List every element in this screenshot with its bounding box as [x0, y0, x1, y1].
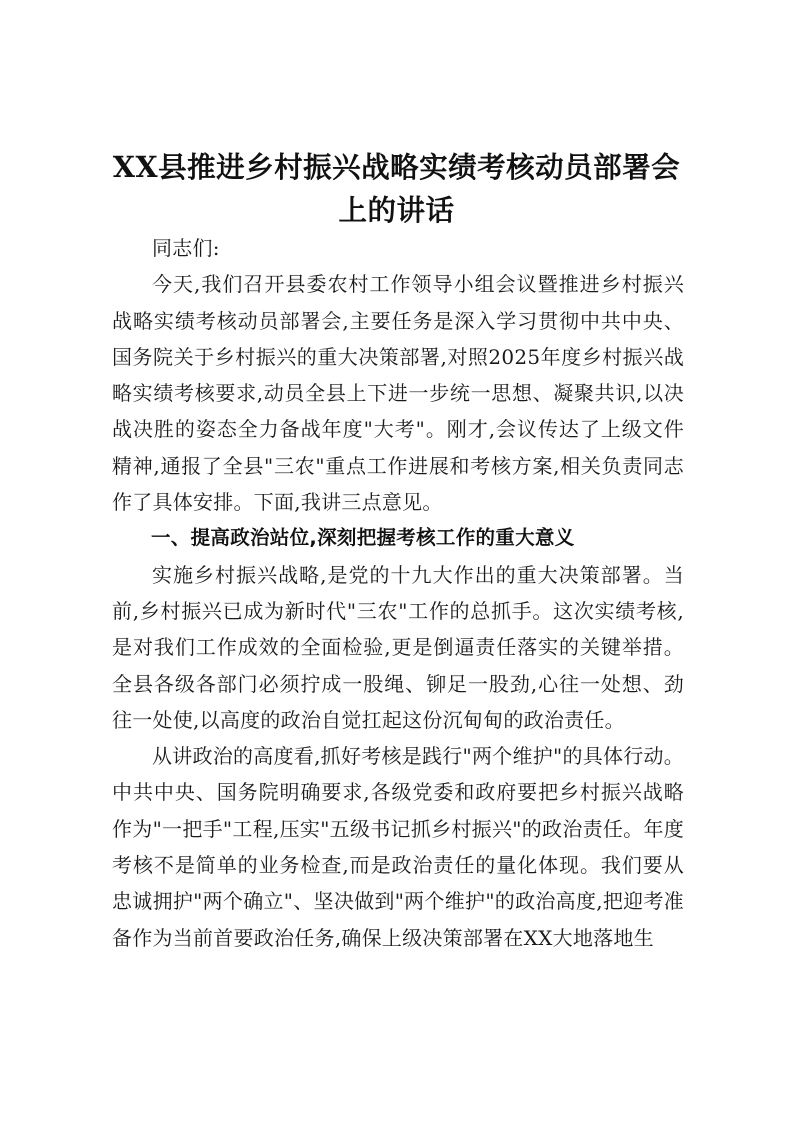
document-body: [112, 230, 684, 956]
section-heading-1: 一、提高政治站位,深刻把握考核工作的重大意义: [151, 526, 575, 550]
salutation: 同志们:: [152, 236, 220, 260]
document-title: XX县推进乡村振兴战略实绩考核动员部署会上的讲话: [112, 150, 681, 227]
body-paragraph: 实施乡村振兴战略,是党的十九大作出的重大决策部署。当前,乡村振兴已成为新时代"三农"工作的总抓手。这次实绩考核,是对我们工作成效的全面检验,更是倒逼责任落实的关键举措。全县各级各部门必须拧成一股绳、铆足一股劲,心往一处想、劲往一处使,以高度的政治自觉扛起这份沉甸甸的政治责任。: [112, 562, 684, 732]
opening-paragraph: 今天,我们召开县委农村工作领导小组会议暨推进乡村振兴战略实绩考核动员部署会,主要任务是深入学习贯彻中共中央、国务院关于乡村振兴的重大决策部署,对照2025年度乡村振兴战略实绩考核要求,动员全县上下进一步统一思想、凝聚共识,以决战决胜的姿态全力备战年度"大考"。刚才,会议传达了上级文件精神,通报了全县"三农"重点工作进展和考核方案,相关负责同志作了具体安排。下面,我讲三点意见。: [112, 272, 684, 515]
body-paragraph: 从讲政治的高度看,抓好考核是践行"两个维护"的具体行动。中共中央、国务院明确要求,各级党委和政府要把乡村振兴战略作为"一把手"工程,压实"五级书记抓乡村振兴"的政治责任。年度考核不是简单的业务检查,而是政治责任的量化体现。我们要从忠诚拥护"两个确立"、坚决做到"两个维护"的政治高度,把迎考准备作为当前首要政治任务,确保上级决策部署在XX大地落地生: [112, 744, 684, 950]
